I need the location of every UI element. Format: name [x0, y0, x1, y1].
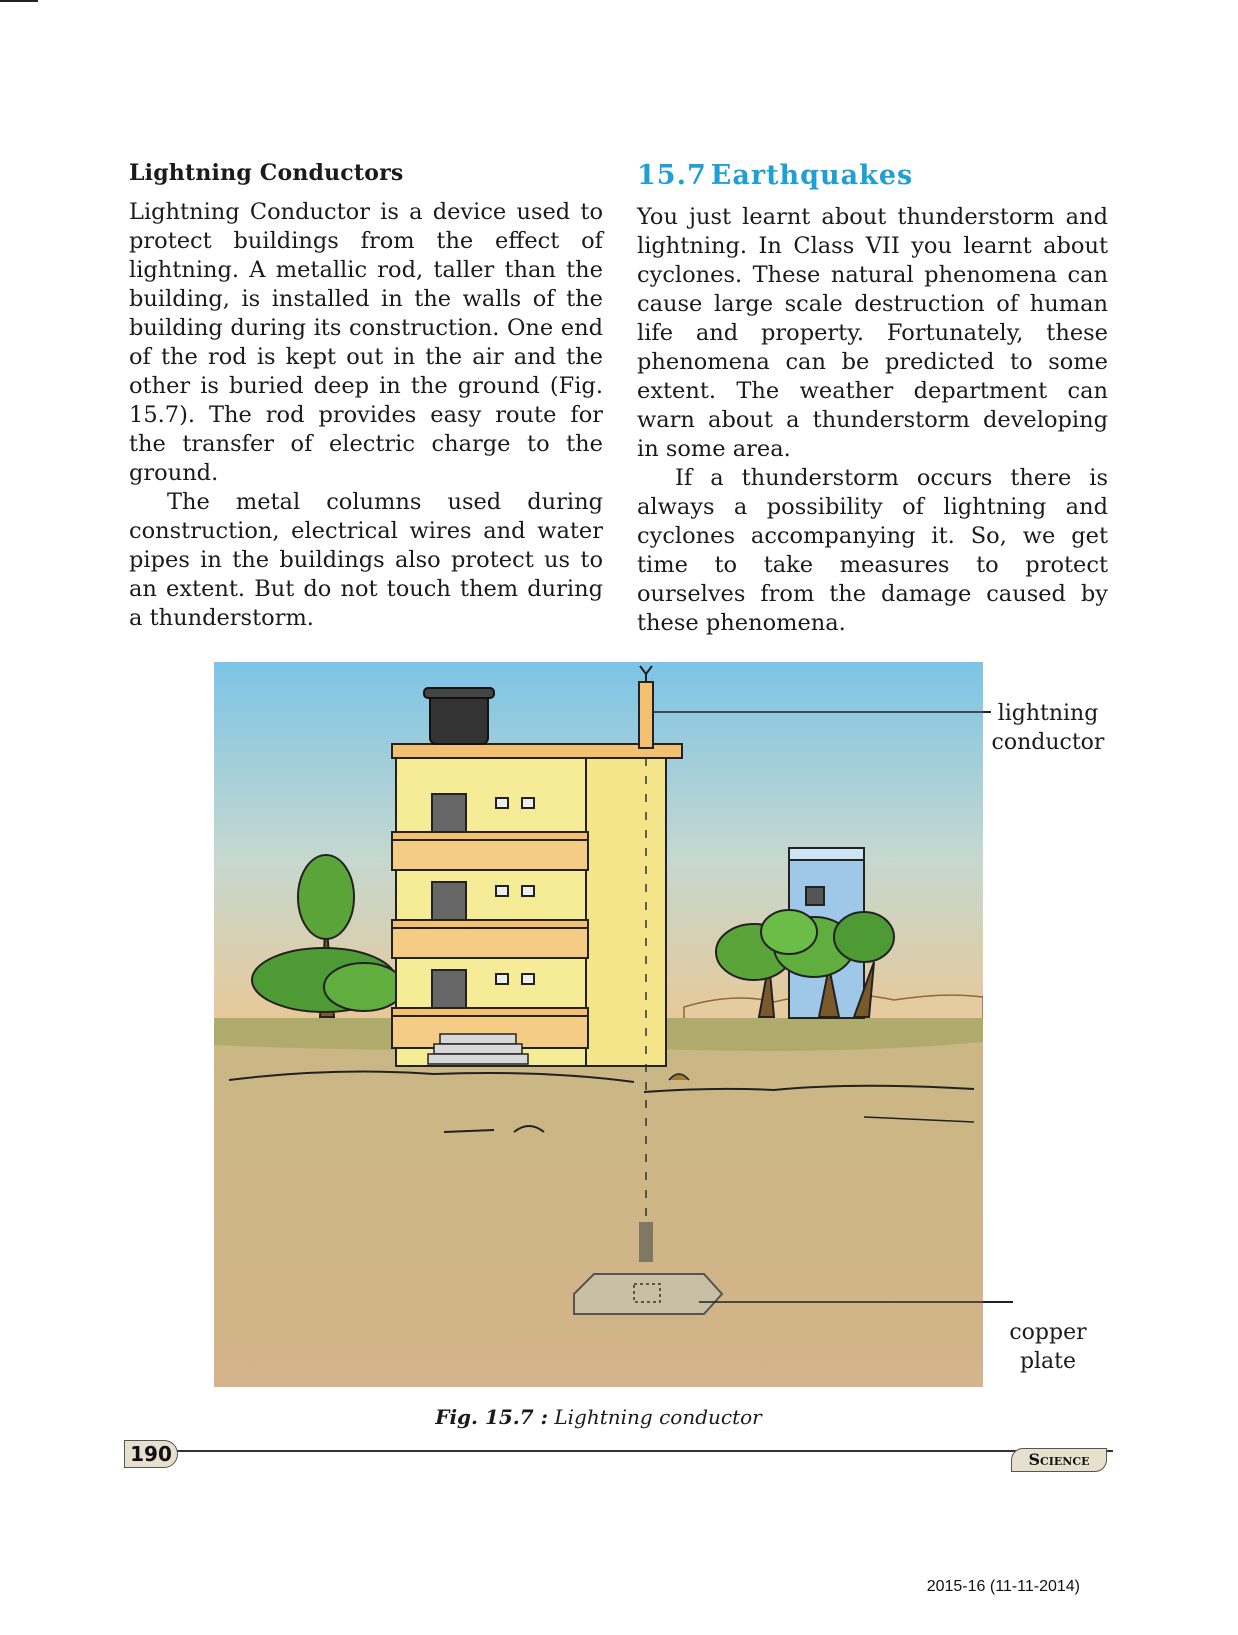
- left-column: [129, 160, 603, 633]
- label-copper-plate: copper plate: [1009, 1320, 1087, 1374]
- paragraph: You just learnt about thunderstorm and lightning. In Class VII you learnt about cyclones. These natural phenomena can cause large scale destruction of human life and property. Fortunately, these phenomena can be predicted to some extent. The weather department can warn about a thunderstorm developing in some area.: [637, 204, 1108, 462]
- section-number: 15.7: [637, 160, 707, 191]
- corner-mark: [0, 0, 38, 2]
- page-number: 190: [124, 1440, 178, 1468]
- leader-tail-bottom: [983, 1301, 1013, 1303]
- paragraph: Lightning Conductor is a device used to protect buildings from the effect of lightning. A metallic rod, taller than the building, is installed in the walls of the building during its construction. One end of the rod is kept out in the air and the other is buried deep in the ground (Fig. 15.7). The rod provides easy route for the transfer of electric charge to the ground.: [129, 199, 603, 486]
- footer-rule: [175, 1450, 1113, 1452]
- figure-caption-text: Lightning conductor: [554, 1405, 762, 1429]
- label-lightning-conductor: lightning conductor: [991, 701, 1105, 755]
- section-title: Earthquakes: [710, 160, 914, 191]
- paragraph: If a thunderstorm occurs there is always a possibility of lightning and cyclones accompanying it. So, we get time to take measures to protect ourselves from the damage caused by these phenomena.: [637, 465, 1108, 636]
- building-side-wall: [584, 758, 666, 1066]
- paragraph: The metal columns used during construction, electrical wires and water pipes in the buildings also protect us to an extent. But do not touch them during a thunderstorm.: [129, 489, 603, 631]
- edition-date: 2015-16 (11-11-2014): [926, 1578, 1080, 1595]
- ground: [214, 1018, 983, 1387]
- lightning-conductor-illustration: [214, 662, 983, 1387]
- subject-badge: Science: [1011, 1448, 1107, 1472]
- section-heading: [637, 160, 1108, 191]
- copper-plate: [574, 1274, 722, 1314]
- subsection-heading: Lightning Conductors: [129, 160, 404, 186]
- figure-caption: [214, 1405, 983, 1429]
- right-column: [637, 160, 1108, 638]
- figure-number: Fig. 15.7 :: [435, 1405, 549, 1429]
